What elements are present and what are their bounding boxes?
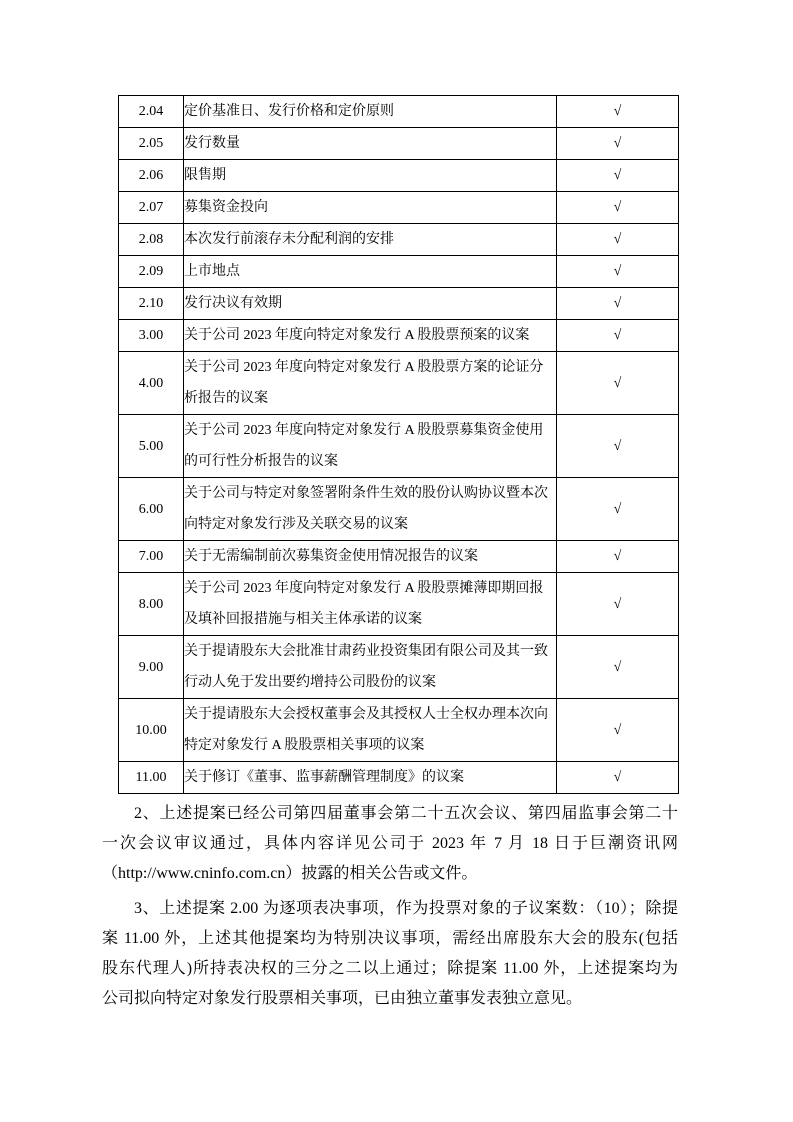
table-row <box>119 699 679 762</box>
table-row <box>119 256 679 288</box>
table-row <box>119 573 679 636</box>
proposal-number: 3.00 <box>119 320 184 352</box>
paragraph-line: 股东代理人)所持表决权的三分之二以上通过；除提案 11.00 外，上述提案均为 <box>102 960 678 977</box>
vote-checkmark: √ <box>557 320 679 352</box>
proposal-title: 本次发行前滚存未分配利润的安排 <box>184 224 557 256</box>
paragraph-line: 3、上述提案 2.00 为逐项表决事项，作为投票对象的子议案数：（10）；除提 <box>134 900 678 917</box>
proposal-title: 发行数量 <box>184 128 557 160</box>
proposal-title: 关于提请股东大会批准甘肃药业投资集团有限公司及其一致行动人免于发出要约增持公司股份的议案 <box>184 636 557 699</box>
proposal-title: 定价基准日、发行价格和定价原则 <box>184 96 557 128</box>
vote-checkmark: √ <box>557 352 679 415</box>
vote-checkmark: √ <box>557 573 679 636</box>
table-row <box>119 762 679 794</box>
proposal-number: 2.09 <box>119 256 184 288</box>
vote-checkmark: √ <box>557 96 679 128</box>
vote-checkmark: √ <box>557 192 679 224</box>
table-row <box>119 192 679 224</box>
proposal-number: 5.00 <box>119 415 184 478</box>
proposal-number: 2.05 <box>119 128 184 160</box>
table-row <box>119 288 679 320</box>
proposal-title: 关于公司 2023 年度向特定对象发行 A 股股票预案的议案 <box>184 320 557 352</box>
proposal-number: 6.00 <box>119 478 184 541</box>
proposal-number: 2.10 <box>119 288 184 320</box>
proposal-number: 11.00 <box>119 762 184 794</box>
table-row <box>119 478 679 541</box>
vote-checkmark: √ <box>557 224 679 256</box>
proposal-number: 4.00 <box>119 352 184 415</box>
proposal-title: 上市地点 <box>184 256 557 288</box>
paragraph <box>102 894 678 1014</box>
paragraph-line: 公司拟向特定对象发行股票相关事项，已由独立董事发表独立意见。 <box>102 990 583 1007</box>
proposal-number: 9.00 <box>119 636 184 699</box>
proposal-title: 发行决议有效期 <box>184 288 557 320</box>
paragraph-line: （http://www.cninfo.com.cn）披露的相关公告或文件。 <box>102 865 478 882</box>
paragraph-line: 案 11.00 外，上述其他提案均为特别决议事项，需经出席股东大会的股东(包括 <box>102 930 678 947</box>
proposal-title: 关于公司 2023 年度向特定对象发行 A 股股票方案的论证分析报告的议案 <box>184 352 557 415</box>
proposal-title: 限售期 <box>184 160 557 192</box>
proposal-number: 2.07 <box>119 192 184 224</box>
vote-checkmark: √ <box>557 636 679 699</box>
table-row <box>119 636 679 699</box>
vote-checkmark: √ <box>557 160 679 192</box>
proposal-number: 7.00 <box>119 541 184 573</box>
proposal-title: 关于修订《董事、监事薪酬管理制度》的议案 <box>184 762 557 794</box>
proposal-table-body <box>119 96 679 794</box>
proposal-title: 关于无需编制前次募集资金使用情况报告的议案 <box>184 541 557 573</box>
vote-checkmark: √ <box>557 541 679 573</box>
vote-checkmark: √ <box>557 762 679 794</box>
vote-checkmark: √ <box>557 478 679 541</box>
vote-checkmark: √ <box>557 699 679 762</box>
proposal-title: 关于公司 2023 年度向特定对象发行 A 股股票募集资金使用的可行性分析报告的议案 <box>184 415 557 478</box>
proposal-number: 2.04 <box>119 96 184 128</box>
vote-checkmark: √ <box>557 415 679 478</box>
paragraph-line: 一次会议审议通过，具体内容详见公司于 2023 年 7 月 18 日于巨潮资讯网 <box>102 835 678 852</box>
table-row <box>119 160 679 192</box>
paragraph-line: 2、上述提案已经公司第四届董事会第二十五次会议、第四届监事会第二十 <box>134 805 678 822</box>
proposal-number: 8.00 <box>119 573 184 636</box>
proposal-title: 募集资金投向 <box>184 192 557 224</box>
table-row <box>119 128 679 160</box>
vote-checkmark: √ <box>557 288 679 320</box>
proposal-table <box>118 95 679 794</box>
table-row <box>119 352 679 415</box>
body-paragraphs <box>102 799 678 1019</box>
proposal-title: 关于提请股东大会授权董事会及其授权人士全权办理本次向特定对象发行 A 股股票相关事项的议案 <box>184 699 557 762</box>
table-row <box>119 541 679 573</box>
vote-checkmark: √ <box>557 256 679 288</box>
proposal-number: 10.00 <box>119 699 184 762</box>
proposal-title: 关于公司 2023 年度向特定对象发行 A 股股票摊薄即期回报及填补回报措施与相关主体承诺的议案 <box>184 573 557 636</box>
table-row <box>119 224 679 256</box>
table-row <box>119 96 679 128</box>
table-row <box>119 415 679 478</box>
proposal-number: 2.06 <box>119 160 184 192</box>
proposal-number: 2.08 <box>119 224 184 256</box>
vote-checkmark: √ <box>557 128 679 160</box>
table-row <box>119 320 679 352</box>
paragraph <box>102 799 678 889</box>
proposal-title: 关于公司与特定对象签署附条件生效的股份认购协议暨本次向特定对象发行涉及关联交易的议案 <box>184 478 557 541</box>
